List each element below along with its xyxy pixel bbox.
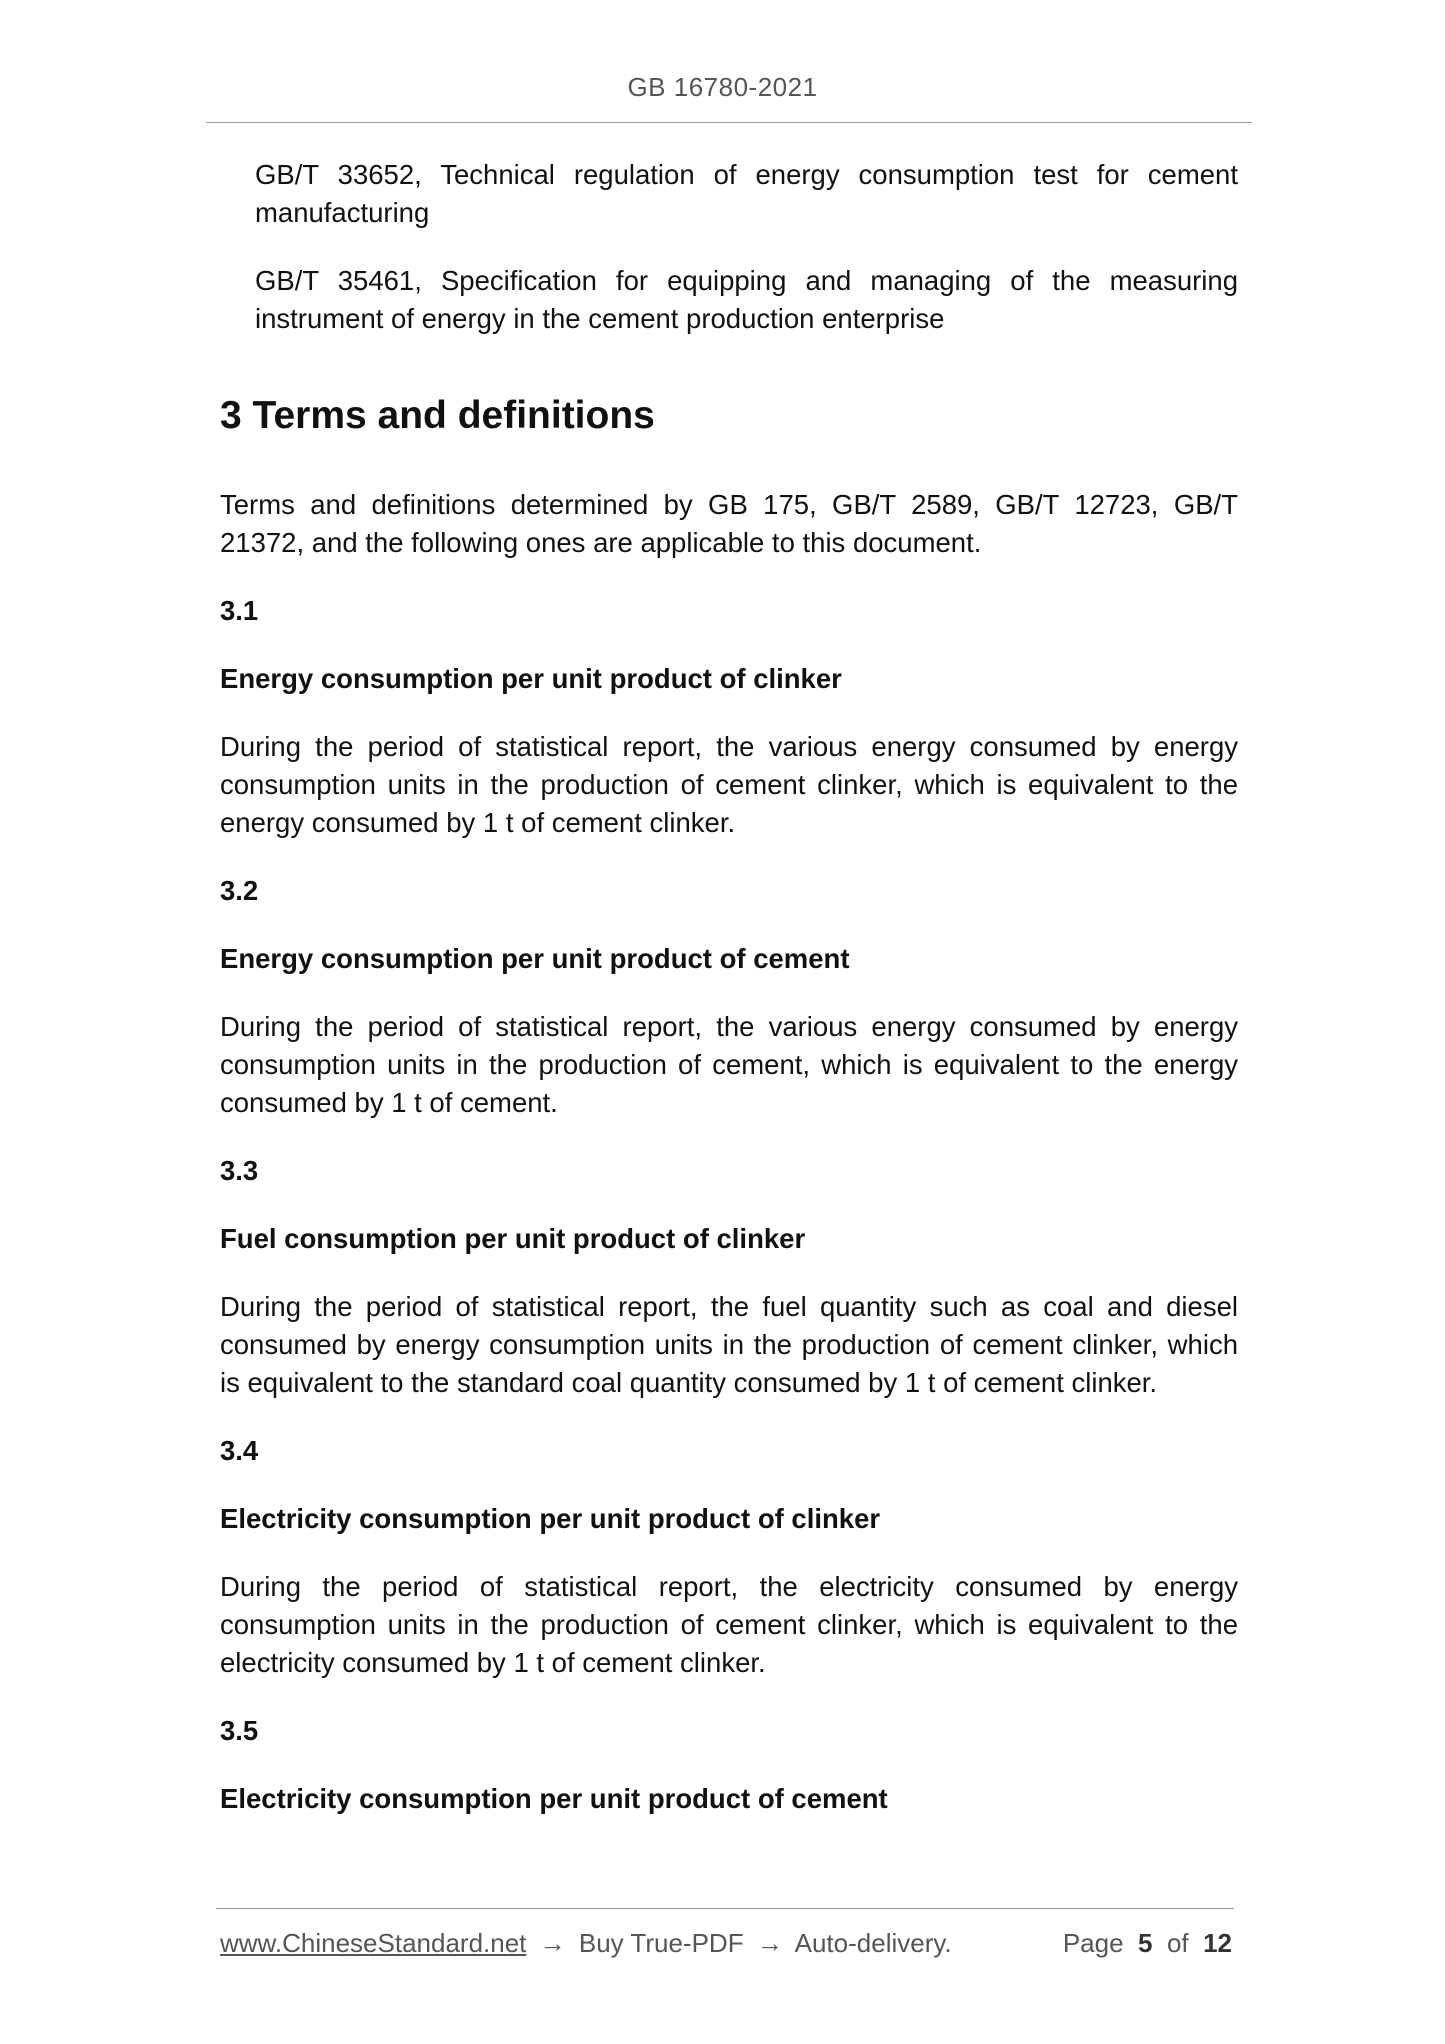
term-definition: During the period of statistical report, the various energy consumed by energy consumption units in the production of cement clinker, which is equivalent to the energy consumed by 1 t of cement clinker.: [220, 731, 1238, 838]
section-heading: 3 Terms and definitions: [220, 394, 655, 437]
term-definition: During the period of statistical report, the fuel quantity such as coal and diesel consumed by energy consumption units in the production of cement clinker, which is equivalent to the standard coal quantity consumed by 1 t of cement clinker.: [220, 1291, 1238, 1398]
term-title: Energy consumption per unit product of clinker: [220, 663, 842, 694]
footer-divider: [216, 1908, 1234, 1909]
website-link[interactable]: www.ChineseStandard.net: [220, 1928, 527, 1958]
document-body: [220, 156, 1238, 1848]
term-number: 3.2: [220, 875, 259, 906]
term-number: 3.5: [220, 1715, 259, 1746]
page-of: of: [1166, 1928, 1189, 1958]
page-footer: [220, 1928, 1232, 1959]
term-title: Electricity consumption per unit product of cement: [220, 1783, 888, 1814]
term-number: 3.4: [220, 1435, 259, 1466]
reference-gbt-33652: GB/T 33652, Technical regulation of energy consumption test for cement manufacturing: [255, 159, 1238, 228]
term-number: 3.3: [220, 1155, 259, 1186]
page-current: 5: [1138, 1928, 1153, 1958]
delivery-text: Auto-delivery.: [794, 1928, 952, 1958]
page-indicator: [1063, 1928, 1232, 1959]
page-total: 12: [1203, 1928, 1232, 1958]
term-title: Energy consumption per unit product of cement: [220, 943, 850, 974]
document-header: GB 16780-2021: [627, 72, 818, 102]
term-definition: During the period of statistical report, the various energy consumed by energy consumption units in the production of cement, which is equivalent to the energy consumed by 1 t of cement.: [220, 1011, 1238, 1118]
term-title: Electricity consumption per unit product of clinker: [220, 1503, 881, 1534]
reference-gbt-35461: GB/T 35461, Specification for equipping and managing of the measuring instrument of energy in the cement production enterprise: [255, 265, 1238, 334]
buy-text: Buy True-PDF: [578, 1928, 744, 1958]
header-divider: [206, 122, 1252, 123]
page-label: Page: [1062, 1928, 1124, 1958]
arrow-right-icon: →: [539, 1928, 566, 1958]
term-definition: During the period of statistical report, the electricity consumed by energy consumption units in the production of cement clinker, which is equivalent to the electricity consumed by 1 t of cement clinker.: [220, 1571, 1238, 1678]
section-intro: Terms and definitions determined by GB 175, GB/T 2589, GB/T 12723, GB/T 21372, and the following ones are applicable to this document.: [220, 489, 1238, 558]
term-number: 3.1: [220, 595, 259, 626]
term-title: Fuel consumption per unit product of clinker: [220, 1223, 806, 1254]
arrow-right-icon: →: [756, 1928, 783, 1958]
